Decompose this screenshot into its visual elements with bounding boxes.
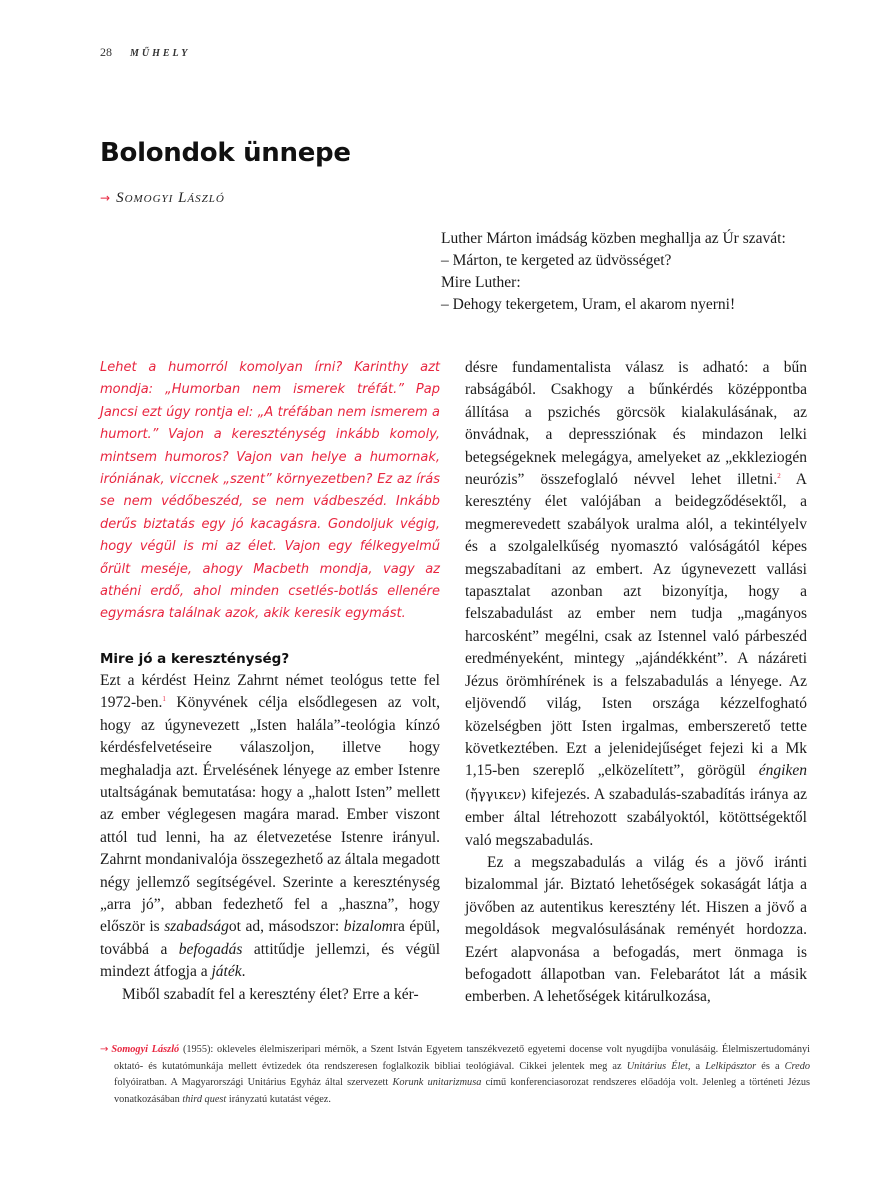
body-paragraph-3: Ez a megszabadulás a világ és a jövő iránti bizalommal jár. Biztató lehetőségek sokaságát látja a jövőben az autentikus keresztény lét. Hiszen a jövő a megoldások megvalósulásának reményét hordozza. Ezért alapvonása a befogadás, mert önmaga is befogadott állapotban van. Felebarátot lát a másik emberben. A lehetőségek kitárulkozása, (465, 853, 807, 1006)
epigraph-line: – Márton, te kergeted az üdvösséget? (441, 252, 672, 269)
section-heading: Mire jó a kereszténység? (100, 650, 290, 667)
column-left (100, 357, 440, 1006)
text-run: (1955): okleveles élelmiszeripari mérnök, a Szent István Egyetem tanszékvezető egyetemi docense volt nyugdíjba vonulásáig. Élelmiszertudományi oktató- és kutatómunkája mellett évtizedek óta rendszeresen foglalkozik bibliai teológiával. Cikkei jelentek meg az (114, 1044, 810, 1072)
greek-text: (ἤγγικεν) (465, 787, 527, 803)
text-run: désre fundamentalista válasz is adható: a bűn rabságából. Csakhogy a bűnkérdés középpontba állítása a pszichés görcsök kialakulásának, az önvádnak, a depressziónak és mindazon lelki betegségeknek melegágya, amelyeket az „ekkleziogén neurózis” összefoglaló névvel lehet illetni. (465, 359, 807, 489)
epigraph-line: Mire Luther: (441, 274, 521, 291)
emphasis: third quest (182, 1093, 227, 1105)
text-run: A keresztény élet valójában a beidegződésektől, a megmerevedett szabályok uralma alól, a tekintélyelv és a szolgalelkűség nyomasztó valóságától képes megszabadítani az embert. Az úgynevezett vallási tapasztalat azonban azt bizonyítja, hogy a felszabadulást az ember nem tudja „magányos harcosként” megélni, csak az Istennel való párbeszéd eredményeként, mintegy „ajándékként”. A názáreti Jézus örömhírének is a felszabadulás a lényege. Az eljövendő világ, Isten országa kézzelfogható közelségben jött Isten irgalmas, emberszerető tette következtében. Ezt a jelenidejűséget fejezi ki a Mk 1,15-ben szereplő „elközelített”, görögül (465, 471, 808, 780)
footnote-text (100, 1042, 810, 1108)
emphasis: szabadság (164, 918, 229, 936)
byline (100, 190, 225, 207)
emphasis: Korunk unitarizmusa (392, 1077, 482, 1088)
text-run: Könyvének célja elsődlegesen az volt, hogy az úgynevezett „Isten halála”-teológia kínzó kérdésfelvetéseire válaszoljon, illetve hogy meghaladja azt. Érvelésének lényege az ember Istenre utaltságának bemutatása: hogy a „halott Isten” mellett az ember véglegesen magára marad. Ember viszont attól tud lenni, ha az életvezetése Istenre irányul. Zahrnt mondanivalója összegezhető az általa megadott négy jellemző segítségével. Szerinte a kereszténység „arra jó”, abban fedezhető fel a „haszna”, hogy először is (100, 694, 440, 936)
running-head (100, 45, 190, 60)
author-footnote (100, 1042, 810, 1108)
emphasis: befogadás (178, 940, 243, 958)
footnote-ref-1[interactable]: 1 (162, 695, 166, 704)
text-run: Ezt a kérdést Heinz Zahrnt német teológus tette fel 1972-ben. (100, 671, 440, 712)
epigraph-line: Luther Márton imádság közben meghallja az Úr szavát: (441, 230, 786, 247)
body-text-right (465, 357, 807, 1009)
text-run: című konferenciasorozat rendszeres előadója volt. Jelenleg a történeti Jézus vonatkozásában (114, 1077, 810, 1105)
arrow-right-icon: → (100, 191, 111, 205)
page-number: 28 (100, 45, 112, 59)
text-run: és a (756, 1060, 785, 1072)
footnote-ref-2[interactable]: 2 (777, 471, 781, 480)
body-text-left (100, 670, 440, 1006)
text-run: , a (687, 1060, 706, 1072)
emphasis: Unitárius Élet (626, 1060, 688, 1072)
emphasis: éngiken (758, 762, 807, 780)
section-name: MŰHELY (130, 48, 191, 59)
article-title: Bolondok ünnepe (100, 138, 351, 168)
emphasis: játék (211, 963, 242, 981)
arrow-right-icon: → (100, 1044, 109, 1055)
text-run: . (241, 963, 246, 981)
footnote-author-name: Somogyi László (111, 1044, 180, 1055)
emphasis: Credo (784, 1060, 811, 1072)
epigraph-line: – Dehogy tekergetem, Uram, el akarom nyerni! (441, 296, 736, 313)
emphasis: Lelkipásztor (705, 1060, 757, 1072)
text-run: ot ad, másodszor: (228, 918, 344, 936)
emphasis: bizalom (343, 918, 393, 936)
body-paragraph-2-cont (465, 357, 807, 852)
lead-paragraph: Lehet a humorról komolyan írni? Karinthy azt mondja: „Humorban nem ismerek tréfát.” Pap Jancsi ezt úgy rontja el: „A tréfában nem ismerem a humort.” Vajon a kereszténység inkább komoly, mintsem humoros? Vajon van helye a humornak, iróniának, viccnek „szent” környezetben? Ez az írás se nem védőbeszéd, se nem vádbeszéd. Inkább derűs biztatás egy jó kacagásra. Gondoljuk végig, hogy végül is mi az élet. Vajon egy félkegyelmű őrült meséje, ahogy Macbeth mondja, vagy az athéni erdő, ahol minden csetlés-botlás ellenére egymásra találnak azok, akik keresik egymást. (100, 360, 440, 622)
author-name: Somogyi László (116, 190, 225, 206)
text-run: kifejezés. A szabadulás-szabadítás iránya az ember által létrehozott szabályoktól, kötöttségektől való megszabadulás. (465, 785, 807, 849)
column-right (465, 357, 807, 1009)
epigraph (441, 228, 831, 316)
body-paragraph-1 (100, 670, 440, 984)
text-run: attitűdje jellemzi, és végül mindezt átfogja a (100, 940, 440, 981)
text-run: folyóiratban. A Magyarországi Unitárius Egyház által szervezett (114, 1077, 393, 1088)
body-paragraph-2-start: Miből szabadít fel a keresztény élet? Erre a kér- (122, 985, 419, 1003)
text-run: ra épül, továbbá a (100, 918, 440, 958)
text-run: irányzatú kutatást végez. (226, 1093, 331, 1105)
